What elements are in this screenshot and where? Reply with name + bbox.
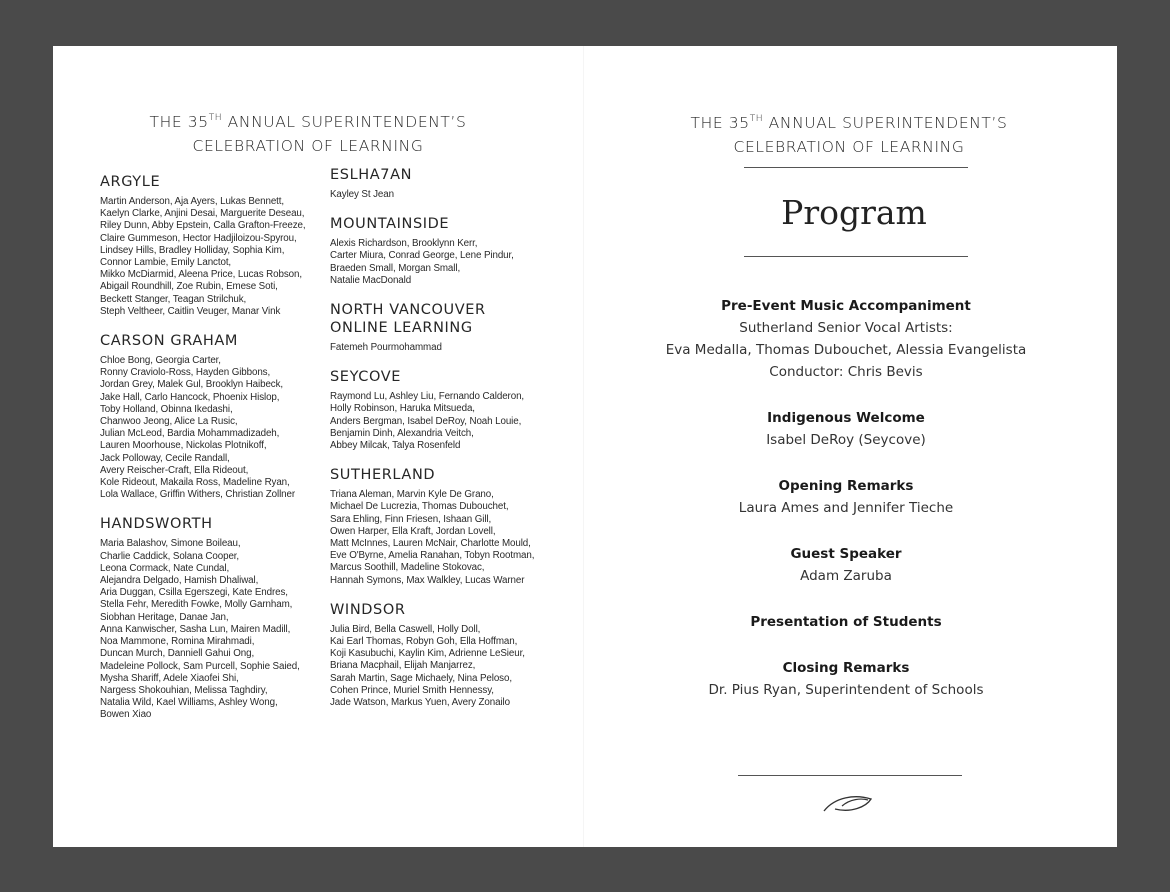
school-section-windsor bbox=[330, 601, 580, 709]
student-line: Julian McLeod, Bardia Mohammadizadeh, bbox=[100, 428, 280, 440]
program-item-closing-remarks bbox=[646, 658, 1046, 701]
student-line: Jordan Grey, Malek Gul, Brooklyn Haibeck, bbox=[100, 379, 284, 391]
student-line: Abigail Roundhill, Zoe Rubin, Emese Soti, bbox=[100, 281, 278, 293]
program-item-presentation-of-students bbox=[646, 612, 1046, 633]
student-line: Owen Harper, Ella Kraft, Jordan Lovell, bbox=[330, 525, 496, 537]
program-item-detail: Sutherland Senior Vocal Artists: bbox=[739, 320, 953, 336]
student-line: Holly Robinson, Haruka Mitsueda, bbox=[330, 403, 475, 415]
program-item-title: Pre-Event Music Accompaniment bbox=[721, 298, 971, 314]
school-name: SEYCOVE bbox=[330, 369, 401, 386]
student-line: Alejandra Delgado, Hamish Dhaliwal, bbox=[100, 575, 259, 587]
student-line: Toby Holland, Obinna Ikedashi, bbox=[100, 403, 233, 415]
student-line: Aria Duggan, Csilla Egerszegi, Kate Endres, bbox=[100, 587, 288, 599]
student-list bbox=[100, 196, 330, 318]
student-line: Matt McInnes, Lauren McNair, Charlotte Mould, bbox=[330, 538, 531, 550]
program-item-guest-speaker bbox=[646, 544, 1046, 587]
program-item-detail: Conductor: Chris Bevis bbox=[769, 364, 923, 380]
heading-divider bbox=[744, 256, 968, 257]
student-line: Koji Kasubuchi, Kaylin Kim, Adrienne LeSieur, bbox=[330, 648, 525, 660]
student-line: Briana Macphail, Elijah Manjarrez, bbox=[330, 660, 476, 672]
right-event-title: THE 35TH ANNUAL SUPERINTENDENT’S CELEBRATION OF LEARNING bbox=[690, 114, 1008, 156]
schools-column-2 bbox=[330, 166, 580, 723]
student-line: Abbey Milcak, Talya Rosenfeld bbox=[330, 440, 461, 452]
school-section-sutherland bbox=[330, 466, 580, 587]
student-line: Chanwoo Jeong, Alice La Rusic, bbox=[100, 416, 238, 428]
student-line: Kole Rideout, Makaila Ross, Madeline Ryan, bbox=[100, 477, 290, 489]
student-line: Braeden Small, Morgan Small, bbox=[330, 262, 461, 274]
student-line: Maria Balashov, Simone Boileau, bbox=[100, 538, 241, 550]
student-line: Riley Dunn, Abby Epstein, Calla Grafton-Freeze, bbox=[100, 220, 306, 232]
program-sheet bbox=[53, 46, 1117, 847]
student-line: Anders Bergman, Isabel DeRoy, Noah Louie, bbox=[330, 415, 522, 427]
student-line: Natalia Wild, Kael Williams, Ashley Wong, bbox=[100, 697, 278, 709]
schools-column-1 bbox=[100, 173, 330, 736]
student-line: Anna Kanwischer, Sasha Lun, Mairen Madill, bbox=[100, 623, 291, 635]
bottom-divider bbox=[738, 775, 962, 776]
student-line: Jake Hall, Carlo Hancock, Phoenix Hislop, bbox=[100, 391, 280, 403]
school-name: NORTH VANCOUVER ONLINE LEARNING bbox=[330, 302, 486, 337]
student-line: Kai Earl Thomas, Robyn Goh, Ella Hoffman, bbox=[330, 636, 518, 648]
leaf-icon bbox=[821, 792, 877, 814]
school-name: SUTHERLAND bbox=[330, 467, 436, 484]
student-list bbox=[330, 342, 580, 354]
student-list bbox=[330, 624, 580, 709]
program-item-title: Presentation of Students bbox=[750, 614, 942, 630]
student-line: Ronny Craviolo-Ross, Hayden Gibbons, bbox=[100, 367, 271, 379]
top-divider bbox=[744, 167, 968, 168]
school-name: CARSON GRAHAM bbox=[100, 333, 238, 350]
fold-line bbox=[583, 46, 584, 847]
student-line: Cohen Prince, Muriel Smith Hennessy, bbox=[330, 684, 494, 696]
student-line: Hannah Symons, Max Walkley, Lucas Warner bbox=[330, 574, 525, 586]
student-line: Avery Reischer-Craft, Ella Rideout, bbox=[100, 464, 249, 476]
program-heading: Program bbox=[781, 193, 927, 232]
student-line: Fatemeh Pourmohammad bbox=[330, 342, 442, 354]
student-line: Claire Gummeson, Hector Hadjiloizou-Spyrou, bbox=[100, 232, 297, 244]
student-line: Steph Veltheer, Caitlin Veuger, Manar Vink bbox=[100, 305, 281, 317]
student-line: Triana Aleman, Marvin Kyle De Grano, bbox=[330, 489, 494, 501]
student-list bbox=[330, 489, 580, 587]
school-section-seycove bbox=[330, 368, 580, 452]
program-item-detail: Eva Medalla, Thomas Dubouchet, Alessia Evangelista bbox=[665, 342, 1027, 358]
program-item-detail: Isabel DeRoy (Seycove) bbox=[766, 432, 926, 448]
program-item-title: Opening Remarks bbox=[778, 478, 914, 494]
student-line: Connor Lambie, Emily Lanctot, bbox=[100, 257, 232, 269]
student-line: Noa Mammone, Romina Mirahmadi, bbox=[100, 636, 255, 648]
student-line: Alexis Richardson, Brooklynn Kerr, bbox=[330, 238, 478, 250]
student-line: Sarah Martin, Sage Michaely, Nina Peloso, bbox=[330, 672, 512, 684]
student-line: Bowen Xiao bbox=[100, 709, 152, 721]
left-event-title: THE 35TH ANNUAL SUPERINTENDENT’S CELEBRATION OF LEARNING bbox=[149, 113, 467, 155]
school-section-north-vancouver-online-learning bbox=[330, 301, 580, 354]
program-item-pre-event-music-accompaniment bbox=[646, 296, 1046, 383]
student-list bbox=[330, 391, 580, 452]
school-section-argyle bbox=[100, 173, 330, 318]
student-line: Mysha Shariff, Adele Xiaofei Shi, bbox=[100, 672, 239, 684]
school-section-carson-graham bbox=[100, 332, 330, 501]
program-item-title: Guest Speaker bbox=[790, 546, 902, 562]
student-line: Duncan Murch, Danniell Gahui Ong, bbox=[100, 648, 255, 660]
school-section-handsworth bbox=[100, 515, 330, 721]
student-line: Julia Bird, Bella Caswell, Holly Doll, bbox=[330, 623, 481, 635]
student-line: Martin Anderson, Aja Ayers, Lukas Bennett, bbox=[100, 196, 285, 207]
school-section-eslha7an bbox=[330, 166, 580, 201]
student-line: Chloe Bong, Georgia Carter, bbox=[100, 355, 221, 367]
student-line: Lindsey Hills, Bradley Holliday, Sophia Kim, bbox=[100, 244, 285, 256]
student-line: Lauren Moorhouse, Nickolas Plotnikoff, bbox=[100, 440, 267, 452]
school-section-mountainside bbox=[330, 215, 580, 287]
student-line: Madeleine Pollock, Sam Purcell, Sophie Saied, bbox=[100, 660, 300, 672]
student-line: Siobhan Heritage, Danae Jan, bbox=[100, 611, 229, 623]
student-line: Mikko McDiarmid, Aleena Price, Lucas Robson, bbox=[100, 269, 302, 281]
school-name: ARGYLE bbox=[100, 174, 161, 190]
student-line: Marcus Soothill, Madeline Stokovac, bbox=[330, 562, 485, 574]
school-name: HANDSWORTH bbox=[100, 516, 213, 533]
student-line: Kaelyn Clarke, Anjini Desai, Marguerite Deseau, bbox=[100, 208, 305, 220]
student-line: Michael De Lucrezia, Thomas Dubouchet, bbox=[330, 501, 509, 513]
student-line: Leona Cormack, Nate Cundal, bbox=[100, 562, 230, 574]
student-line: Jade Watson, Markus Yuen, Avery Zonailo bbox=[330, 697, 510, 709]
school-name: MOUNTAINSIDE bbox=[330, 216, 450, 233]
program-item-detail: Dr. Pius Ryan, Superintendent of Schools bbox=[708, 682, 984, 698]
program-list bbox=[646, 296, 1046, 726]
student-line: Sara Ehling, Finn Friesen, Ishaan Gill, bbox=[330, 513, 492, 525]
program-item-detail: Laura Ames and Jennifer Tieche bbox=[738, 500, 954, 516]
student-line: Beckett Stanger, Teagan Strilchuk, bbox=[100, 293, 247, 305]
student-line: Eve O'Byrne, Amelia Ranahan, Tobyn Rootman, bbox=[330, 550, 535, 562]
student-line: Raymond Lu, Ashley Liu, Fernando Calderon, bbox=[330, 391, 525, 403]
program-item-detail: Adam Zaruba bbox=[800, 568, 892, 584]
student-line: Lola Wallace, Griffin Withers, Christian Zollner bbox=[100, 489, 296, 501]
student-list bbox=[100, 355, 330, 501]
student-line: Jack Polloway, Cecile Randall, bbox=[100, 452, 230, 464]
school-name: WINDSOR bbox=[330, 601, 406, 618]
school-name: ESLHA7AN bbox=[330, 167, 413, 183]
student-list bbox=[330, 238, 580, 287]
program-item-opening-remarks bbox=[646, 476, 1046, 519]
student-list bbox=[100, 538, 330, 721]
student-list bbox=[330, 189, 580, 201]
student-line: Natalie MacDonald bbox=[330, 274, 412, 286]
program-item-title: Closing Remarks bbox=[782, 660, 910, 676]
program-item-indigenous-welcome bbox=[646, 408, 1046, 451]
student-line: Stella Fehr, Meredith Fowke, Molly Garnham, bbox=[100, 599, 293, 611]
student-line: Charlie Caddick, Solana Cooper, bbox=[100, 550, 240, 562]
program-item-title: Indigenous Welcome bbox=[767, 410, 925, 426]
student-line: Kayley St Jean bbox=[330, 189, 394, 200]
student-line: Nargess Shokouhian, Melissa Taghdiry, bbox=[100, 684, 268, 696]
student-line: Benjamin Dinh, Alexandria Veitch, bbox=[330, 427, 474, 439]
student-line: Carter Miura, Conrad George, Lene Pindur, bbox=[330, 250, 514, 262]
